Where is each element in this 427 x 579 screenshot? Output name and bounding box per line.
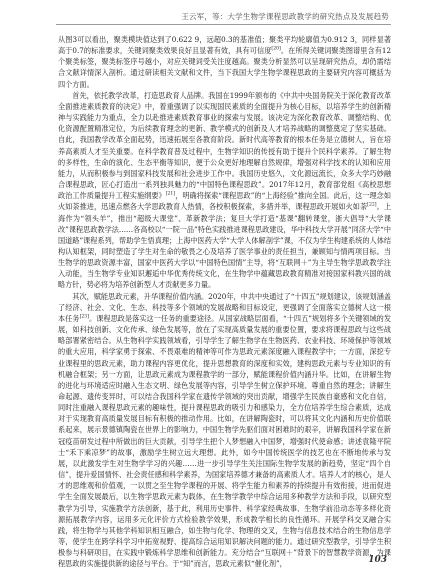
paragraph-2: 首先，依托教学改革，打造思政育人品牌。我国在1999年颁布的《中共中央国务院关于深化教育改革全面推进素质教育的决定》中，着重强调了以实现国民素质的全面提升为核心目标，以培养学生的创新精神与实践能力为重点，全力以赴推进素质教育事业的探索与发展。该决定为深化教育改革、调整结构、优化资源配置精准定位，为后续教育理念的更新、教学模式的创新及人才培养战略的调整奠定了坚实基础。自此，我国教学改革全面起势，迅速拓展至各教育阶段。新时代高等教育的根本任务是立德树人，旨在培养高素质人才至关重要。在科学教育普及过程中，生物学知识的传授有助于提升个民科学素养。了解生物的多样性，生命的演化、生态平衡等知识，便于公众更好地理解自然规律，增强对科学技术的认知和应用能力，从而积极参与到国家科技发展和社会进步工作中。我国历史悠久，文化源远流长，众多大学巧妙融合课程思政，匠心打造出一系列独具魅力的“中国特色课程思政”。2017年12月，教育部党组《高校思想政治工作质量提升工程实施纲要》[21]，明确将探索“课程思政”的“上海经验”推向全国。此后，这一理念如火如荼推进，迅速点燃各大学思政教育人热情，各校积极探索，多措并举，课程思政开展如火如荼[22]。上海作为“领头羊”，推出“超级大课堂”、革新教学法；复旦大学打造“基课”翻转课堂，浙大倡导“大学课改”课程思政教学法……各高校以“一院一品”特色实践推进课程思政建设，华中科技大学开展“同济大学“中国道路”课程系列，帮助学生悟真理；上海中医药大学“大学人体解剖学”课，不仅为学生构建系统的人体结构认知框架，同时塑造了学生对生命的敬畏之心及培养了医学事业的责任担当，兼顾知与情两项目标。当生物学的思政资源丰富，国家中医药大学以“中国特色国情”主导，将“互联网＋”为主导生物学思政教学注入动能，当生物学专业知识邂逅中华优秀传统文化，在生物学中蕴藏思政教育精准对接国家科教兴国的战略方针，势必将为培养创新型人才贡献更多力量。 (58, 90, 391, 290)
paragraph-1: 从图3可以看出，聚类模块值达到了0.622 9，远超0.3的基准值；聚类平均轮廓值为0.912 3，同样显著高于0.7的标准要求，关键词聚类效果良好且显著有效，具有可信度[20]。在所得关键词聚类图谱里含有12个聚类标签，聚类标签序号越小，对应关键词受关注度越高。聚类分析显然可以呈现研究热点，却仍需结合文献详情深入剖析。通过研读相关文献和文件，当下我国大学生物学课程思政的主要研究内容可概括为四个方面。 (58, 35, 391, 89)
running-head: 王云军，等：大学生物学课程思政教学的研究热点及发展趋势 (181, 12, 389, 21)
citation-ref: [23] (79, 314, 89, 320)
citation-ref: [22] (367, 202, 377, 208)
header-rule (56, 24, 391, 25)
paragraph-3: 其次，赋能思政元素，升华课程价值内涵。2020年，中共中央通过了“十四五”规划建议，该规划涵盖了经济、社会、文化、生态、科技等多个领域的发展战略和目标设定，更强调了全面落实立德树人这一根本任务[23]。课程思政是落实这一任务的重要途径。从国家战略层面看，“十四五”规划将多个关键领域的发展，如科技创新、文化传承、绿色发展等，放在了实现高质量发展的重要位置，要求将课程思政与这些战略部署紧密结合。从生物科学实践领域看，引导学生了解生物学在生物医药、农业科技、环境保护等领域的重大应用，科学家勇于探索、不畏艰难的精神等可作为思政元素深度融入课程教学中；一方面，深挖专业课程里的思政元素，助力课程内容更优化，提升思想教育的深度和实效，建构思政元素与专业知识的有机融合框架；另一方面，让思政元素成为课程教学的一部分，赋能课程价值内涵升华。比如，在讲解生物的进化与环境适应时融入生态文明、绿色发展等内容，引导学生树立保护环境、尊重自然的理念；讲解生命起源、遗传变异时，可以结合我国科学家在遗传学领域的突出贡献，增强学生民族自豪感和文化自信，同时注重融入课程思政元素的趣味性，提升课程思政的吸引力和感染力，全方位培养学生综合素质，达成对于实现教育高质量发展目标有积极的推动作用。比如，在讲解陶瓷时，可以将其文化内涵和历史价值联系起来，展示景德镇陶瓷在世界上的影响力，中国生物学先驱们面对困难时的艰辛，讲解我国科学家在新冠疫苗研发过程中所做出的巨大贡献，引导学生把个人梦想融入中国梦，增强时代使命感；讲述袁隆平院士“禾下乘凉梦”的故事，激励学生树立远大理想。此外，如今中国传统医学的技艺也在不断地传承与发展，以此激发学生对生物学学习的兴趣……进一步引导学生关注国际生物学发展的新趋势，坚定“四个自信”，提升爱国情怀、社会责任感和科学素养，为国家培养德才兼备的高素质人才。培养人才的核心，是人才的思维观和价值观，一以贯之至生物学课程的开展、将学生能力和素养的持续提升有效衔接，进而促进学生全面发展最后，以生物学思政元素为载体，在生物学教学中综合运用多种教学方法和手段，以研究型教学为引导，实施教学方法创新，基于此，利用历史事件、科学家经典故事、生物学前沿动态等多样化资源拓展教学内容，运用多元化评价方式检验教学效果，形成教学相长的良性循环。开展学科交叉融合实践，将生物学与其他学科知识相互融合，如生物与化学、物理的交叉，生物与信息技术结合的生物信息学等，使学生在跨学科学习中拓宽视野、提高综合运用知识解决问题的能力。通过研究型教学，引导学生积极参与科研项目，在实践中锻炼科学思维和创新能力。充分结合“互联网＋”背景下的智慧教学资源，为课程思政的实施提供新的途径与平台。于“知”而言，思政元素似“催化剂”， (58, 291, 391, 569)
citation-ref: [20] (271, 46, 281, 52)
article-body (58, 34, 391, 570)
citation-ref: [21] (165, 191, 176, 197)
page-number: 103 (368, 555, 387, 565)
